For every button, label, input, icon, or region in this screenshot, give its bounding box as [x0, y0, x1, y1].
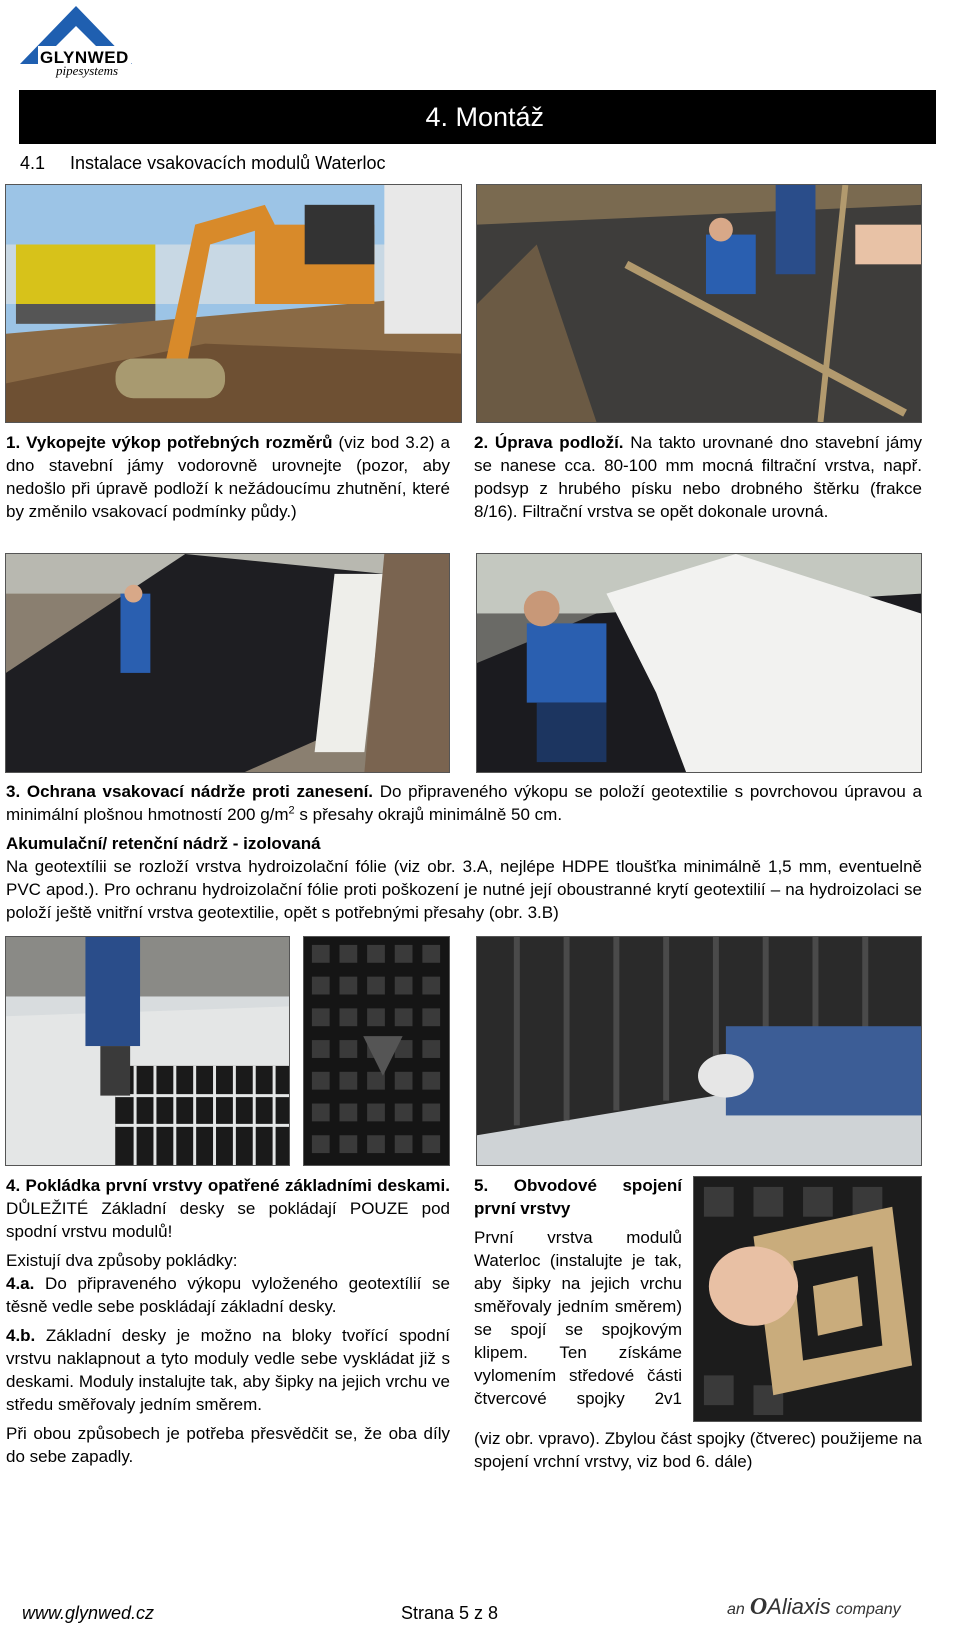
step4a-body: Do připraveného výkopu vyloženého geotextílií se těsně vedle sebe poskládají základní desky.: [6, 1274, 450, 1316]
step3-subtext: Na geotextílii se rozloží vrstva hydroizolační fólie (viz obr. 3.A, nejlépe HDPE tloušťka minimálně 1,5 mm, eventuelně PVC apod.). Pro ochranu hydroizolační fólie proti poškození je nutné její oboustranné krytí geotextilií – na hydroizolaci se položí ještě vnitřní vrstva geotextilie, opět s potřebnými přesahy (obr. 3.B): [6, 857, 922, 922]
section-title: 4.1 Instalace vsakovacích modulů Waterloc: [20, 153, 386, 173]
footer-company-prefix: an: [727, 1601, 745, 1618]
photo-base-plates: [5, 936, 290, 1166]
photo-geotextile: [476, 553, 922, 773]
photo-leveling: [476, 184, 922, 423]
step3-paragraph: [6, 780, 922, 826]
footer-website[interactable]: www.glynwed.cz: [22, 1603, 155, 1623]
footer-company-suffix: company: [835, 1601, 901, 1618]
step5-wide: (viz obr. vpravo). Zbylou část spojky (čtverec) použijeme na spojení vrchní vrstvy, viz bod 6. dále): [474, 1429, 922, 1471]
step4a-paragraph: [6, 1272, 450, 1318]
step3-text: [6, 780, 922, 924]
step4-heading: 4. Pokládka první vrstvy opatřené základními deskami.: [6, 1176, 450, 1195]
step4-paragraph: [6, 1174, 450, 1243]
step2-body: Na takto urovnané dno stavební jámy se nanese cca. 80-100 mm mocná filtrační vrstva, např. podsyp z hrubého písku nebo drobného štěrku (frakce 8/16). Filtrační vrstva se opět dokonale urovná.: [474, 433, 922, 521]
step1-heading: 1. Vykopejte výkop potřebných rozměrů: [6, 433, 333, 452]
footer-page-number: Strana 5 z 8: [401, 1603, 499, 1623]
logo-tagline: pipesystems: [56, 63, 119, 78]
photo-excavator: [5, 184, 462, 423]
step4-ways-intro: Existují dva způsoby pokládky:: [6, 1251, 238, 1270]
step4a-label: 4.a.: [6, 1274, 35, 1293]
step4-note: Při obou způsobech je potřeba přesvědčit se, že oba díly do sebe zapadly.: [6, 1424, 450, 1466]
step3-subheading: Akumulační/ retenční nádrž - izolovaná: [6, 834, 321, 853]
glynwed-logo: [18, 2, 136, 82]
aliaxis-logo-icon: O: [749, 1594, 768, 1620]
step4b-body: Základní desky je možno na bloky tvořící spodní vrstvu naklapnout a tyto moduly vedle sebe vyskládat již s deskami. Moduly instalujte tak, aby šipky na jejich vrchu ve středu směřovaly jedním směrem.: [6, 1326, 450, 1414]
chapter-header-bar: [19, 90, 936, 144]
step3-body-b: s přesahy okrajů minimálně 50 cm.: [294, 805, 563, 824]
chapter-title: 4. Montáž: [425, 102, 544, 132]
step1-text: [6, 431, 450, 523]
step4b-paragraph: [6, 1324, 450, 1416]
footer-company-name: Aliaxis: [767, 1594, 831, 1619]
step5-heading: 5. Obvodové spojení první vrstvy: [474, 1176, 682, 1218]
step4b-label: 4.b.: [6, 1326, 36, 1345]
photo-clip-connector: [693, 1176, 922, 1422]
photo-foil: [5, 553, 450, 773]
step2-text: [474, 431, 922, 523]
step5-body-narrow: První vrstva modulů Waterloc (instalujte je tak, aby šipky na jejich vrchu směřovaly jedním směrem) se spojí se spojkovým klipem. Ten získáme vylomením středové části čtvercové spojky 2v1: [474, 1228, 682, 1408]
logo-brand: GLYNWED: [40, 48, 129, 67]
step5-narrow: [474, 1174, 682, 1410]
step2-heading: 2. Úprava podloží.: [474, 433, 624, 452]
step3-body-a: Do připraveného výkopu se položí geotextilie s povrchovou úpravou a minimální plošnou hmotností 200 g/m: [6, 782, 922, 824]
footer-company: [727, 1596, 901, 1621]
step1-body: (viz bod 3.2) a dno stavební jámy vodorovně urovnejte (pozor, aby nedošlo při úpravě podloží k nežádoucímu zhutnění, které by změnilo vsakovací podmínky půdy.): [6, 433, 450, 521]
step3-sup: 2: [288, 804, 295, 817]
step3-heading: 3. Ochrana vsakovací nádrže proti zanesení.: [6, 782, 374, 801]
step4-text: [6, 1174, 450, 1468]
photo-module-connection: [476, 936, 922, 1166]
photo-module-grid: [303, 936, 450, 1166]
step4-body: DŮLEŽITÉ Základní desky se pokládají POUZE pod spodní vrstvu modulů!: [6, 1199, 450, 1241]
